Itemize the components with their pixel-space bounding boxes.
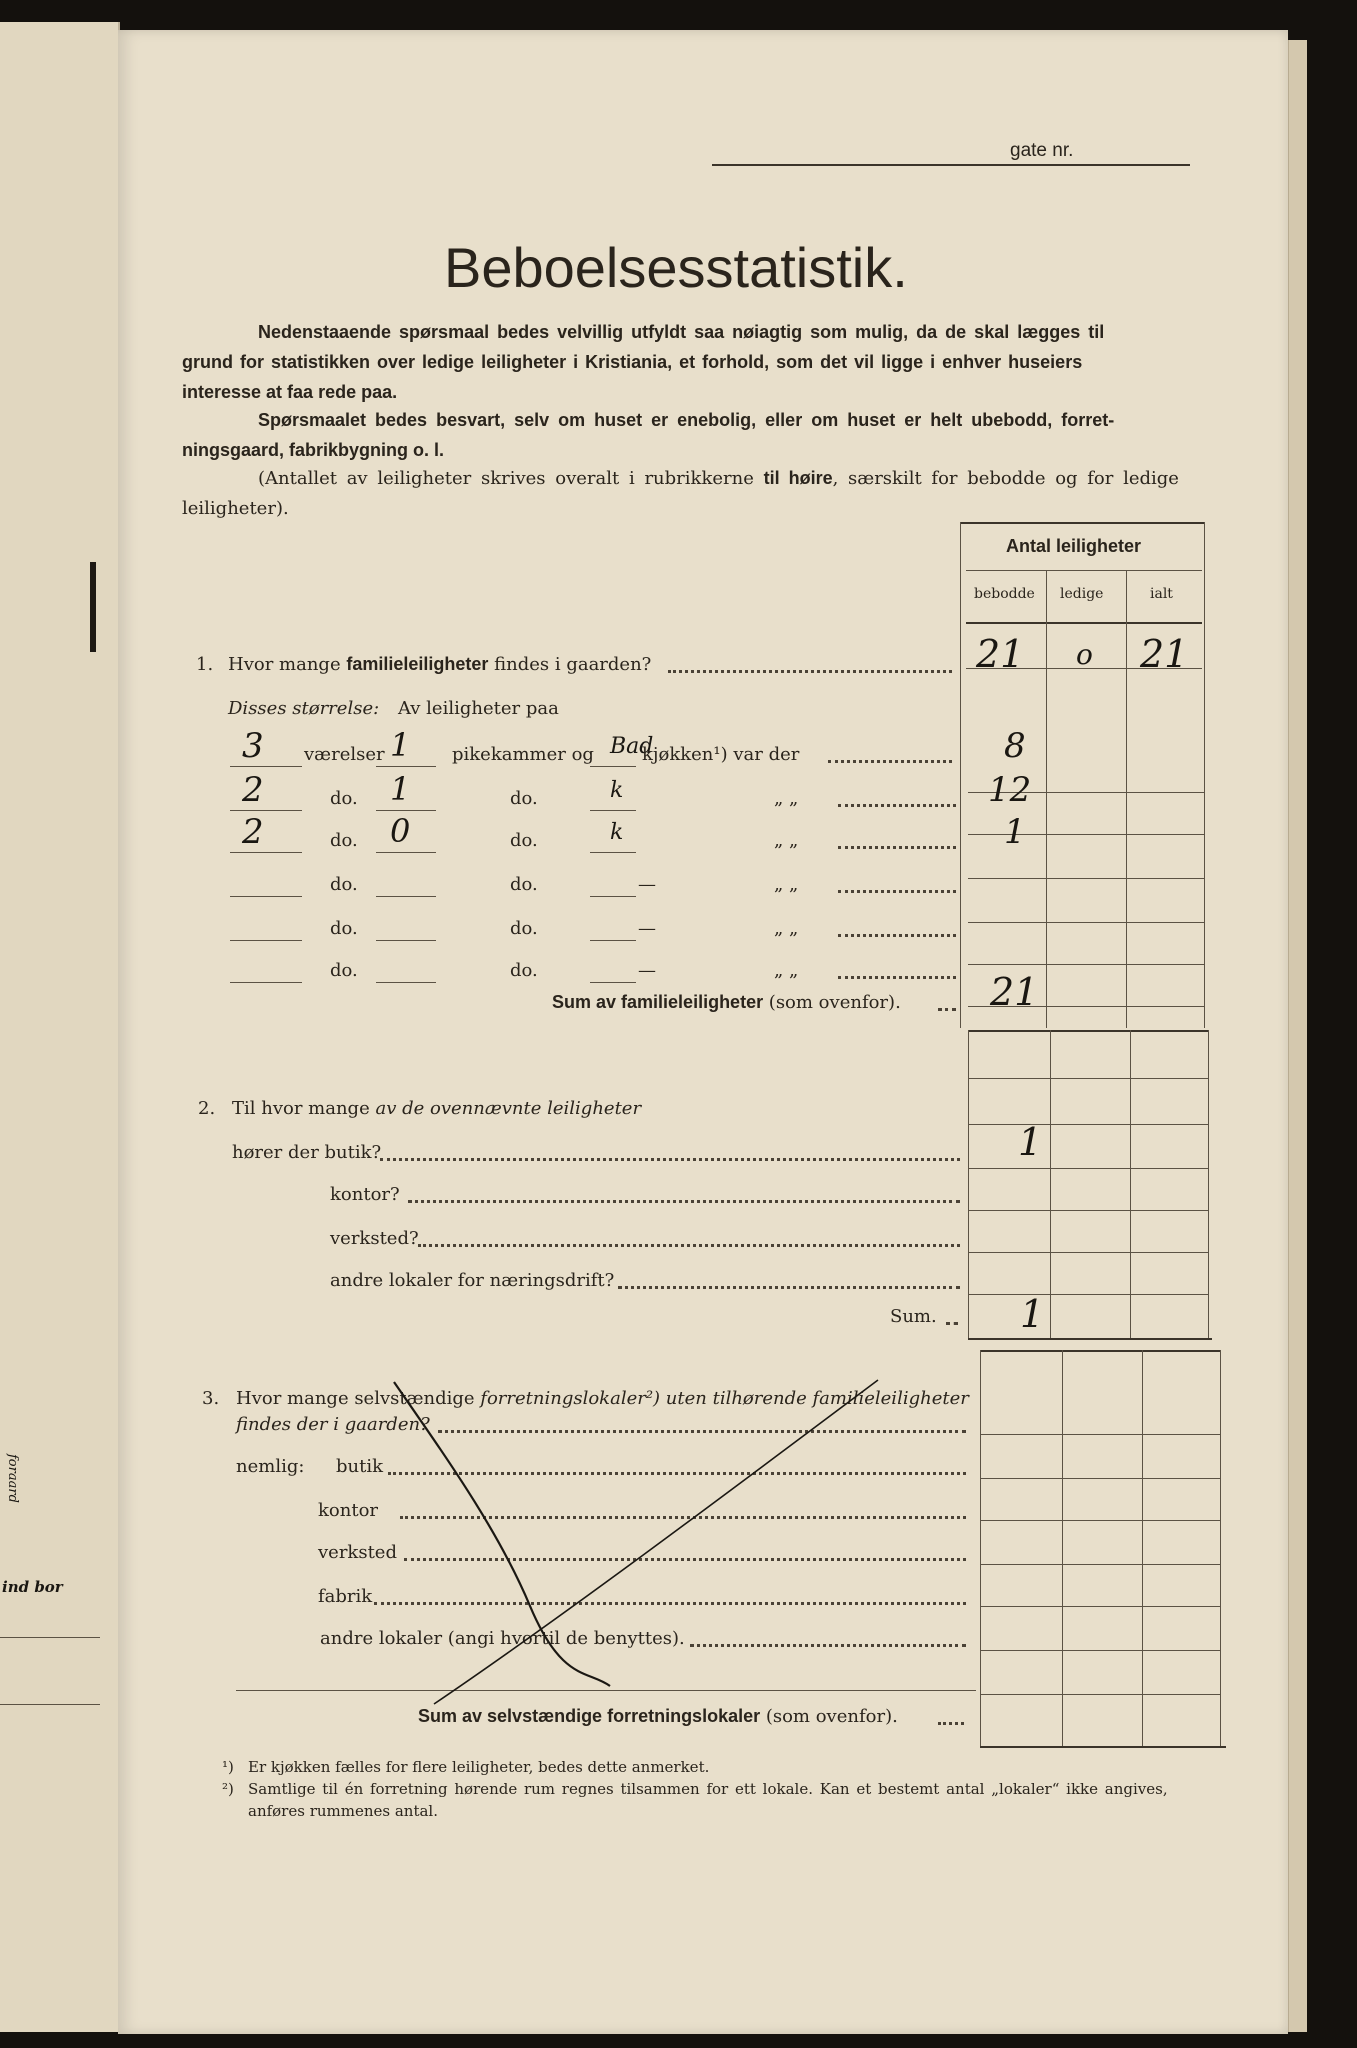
cross-out-strokes: [118, 30, 1288, 2034]
col-pike-label: pikekammer og: [452, 744, 594, 765]
q1-answer-ledige: o: [1076, 638, 1093, 671]
q1-bold: familieleiligheter: [346, 654, 489, 674]
q1-post: findes i gaarden?: [488, 654, 652, 675]
size-row-do-1: do.: [330, 788, 358, 809]
col-header-bebodde: bebodde: [974, 586, 1035, 602]
q2-butik: hører der butik?: [232, 1142, 382, 1163]
size-row-do-2: do.: [510, 788, 538, 809]
size-row-pike: 0: [390, 812, 411, 850]
size-row-count: 1: [1004, 812, 1026, 852]
footnote-1-mark: ¹): [222, 1758, 234, 1776]
q2-andre: andre lokaler for næringsdrift?: [330, 1270, 615, 1291]
strike-stroke-2: [434, 1380, 878, 1704]
size-row-kjokken: Bad: [610, 734, 654, 759]
sizes-label: Disses størrelse:: [228, 698, 380, 719]
table-title: Antal leiligheter: [1006, 536, 1142, 556]
size-row-dash: —: [638, 874, 656, 895]
q3-line2: findes der i gaarden?: [236, 1414, 430, 1435]
form-page: [118, 30, 1288, 2034]
q2-kontor: kontor?: [330, 1184, 400, 1205]
q3-pre: Hvor mange selvstændige: [236, 1388, 481, 1409]
q1-sum-bold: Sum av familieleiligheter: [552, 992, 764, 1012]
intro-p3-c: , særskilt for bebodde og for ledige: [832, 468, 1179, 489]
size-row-rooms: 2: [242, 812, 264, 852]
q3-sum-bold: Sum av selvstændige forretningslokaler: [418, 1706, 761, 1726]
binding-mark: [90, 562, 96, 652]
size-row-count: 12: [988, 770, 1032, 810]
footnote-2-line2: anføres rummenes antal.: [248, 1802, 438, 1820]
size-row-do-2: do.: [510, 874, 538, 895]
q2-sum-value: 1: [1020, 1292, 1045, 1336]
size-row-pike: 1: [390, 770, 411, 808]
q1-answer-bebodde: 21: [976, 632, 1025, 676]
intro-p2-line1: Spørsmaalet bedes besvart, selv om huset er enebolig, eller om huset er helt ubebodd, forret-: [258, 410, 1115, 430]
q3-nemlig: nemlig:: [236, 1456, 305, 1477]
intro-p3-bold: til høire: [763, 468, 833, 488]
size-row-ditto: „ „: [774, 830, 799, 851]
size-row-ditto: „ „: [774, 918, 799, 939]
footnote-2-mark: ²): [222, 1780, 234, 1798]
q3-italic2: uten tilhørende familieleiligheter: [660, 1388, 969, 1409]
gate-label: gate nr.: [1010, 140, 1074, 161]
size-row-ditto: „ „: [774, 960, 799, 981]
size-row-pike: 1: [390, 726, 411, 764]
size-row-do-2: do.: [510, 960, 538, 981]
size-row-kjokken: k: [610, 820, 624, 845]
left-rule-1: [0, 1637, 100, 1638]
size-row-do-1: do.: [330, 830, 358, 851]
q3-kontor: kontor: [318, 1500, 379, 1521]
footnote-1: Er kjøkken fælles for flere leiligheter, bedes dette anmerket.: [248, 1758, 710, 1776]
size-row-ditto: „ „: [774, 874, 799, 895]
size-row-ditto: „ „: [774, 788, 799, 809]
intro-p1-line3: interesse at faa rede paa.: [182, 382, 398, 402]
col-vaerelser-label: værelser: [304, 744, 385, 765]
size-row-rooms: 2: [242, 770, 264, 810]
intro-p3-a: (Antallet av leiligheter skrives overalt i rubrikkerne: [258, 468, 764, 489]
q3-sum-rest: (som ovenfor).: [760, 1706, 898, 1727]
col-header-ialt: ialt: [1150, 586, 1173, 602]
size-row-do-2: do.: [510, 918, 538, 939]
q2-number: 2.: [198, 1098, 216, 1119]
q1-number: 1.: [196, 654, 214, 675]
size-row-do-2: do.: [510, 830, 538, 851]
col-kjokken-label: kjøkken¹) var der: [642, 744, 800, 765]
sizes-sub: Av leiligheter paa: [398, 698, 559, 719]
size-row-do-1: do.: [330, 918, 358, 939]
size-row-count: 8: [1004, 726, 1026, 766]
q2-sum: Sum.: [890, 1306, 937, 1327]
q3-fabrik: fabrik: [318, 1586, 373, 1607]
size-row-do-1: do.: [330, 874, 358, 895]
left-margin-text-1: foraard: [5, 1454, 20, 1503]
strike-stroke-1: [394, 1382, 610, 1686]
size-row-dash: —: [638, 918, 656, 939]
left-margin-text-2: ind bor: [2, 1578, 63, 1596]
left-rule-2: [0, 1704, 100, 1705]
q2-pre: Til hvor mange: [232, 1098, 376, 1119]
footnote-2-line1: Samtlige til én forretning hørende rum regnes tilsammen for ett lokale. Kan et bestemt antal „lokaler“ ikke angives,: [248, 1780, 1168, 1798]
q3-andre: andre lokaler (angi hvortil de benyttes).: [320, 1628, 685, 1649]
intro-p2-line2: ningsgaard, fabrikbygning o. l.: [182, 440, 445, 460]
q2-butik-value: 1: [1018, 1120, 1043, 1164]
intro-p3-line2: leiligheter).: [182, 498, 289, 519]
q1-sum-value: 21: [990, 970, 1039, 1014]
size-row-kjokken: k: [610, 778, 624, 803]
size-row-do-1: do.: [330, 960, 358, 981]
page-edge: [1288, 40, 1307, 2032]
size-row-rooms: 3: [242, 726, 264, 766]
q3-italic1: forretningslokaler²): [480, 1388, 661, 1409]
q2-verksted: verksted?: [330, 1228, 419, 1249]
q3-number: 3.: [202, 1388, 220, 1409]
page-title: Beboelsesstatistik.: [444, 236, 908, 299]
q1-answer-ialt: 21: [1140, 632, 1189, 676]
size-row-dash: —: [638, 960, 656, 981]
q1-pre: Hvor mange: [228, 654, 347, 675]
q3-butik: butik: [336, 1456, 384, 1477]
col-header-ledige: ledige: [1060, 586, 1104, 602]
intro-p1-line1: Nedenstaaende spørsmaal bedes velvillig utfyldt saa nøiagtig som mulig, da de skal lægges til: [258, 322, 1105, 342]
q3-verksted: verksted: [318, 1542, 397, 1563]
left-page-fragment: [0, 22, 120, 2032]
intro-p1-line2: grund for statistikken over ledige leiligheter i Kristiania, et forhold, som det vil ligge i enhver huseiers: [182, 352, 1083, 372]
q1-sum-rest: (som ovenfor).: [763, 992, 901, 1013]
q2-italic: av de ovennævnte leiligheter: [375, 1098, 642, 1119]
